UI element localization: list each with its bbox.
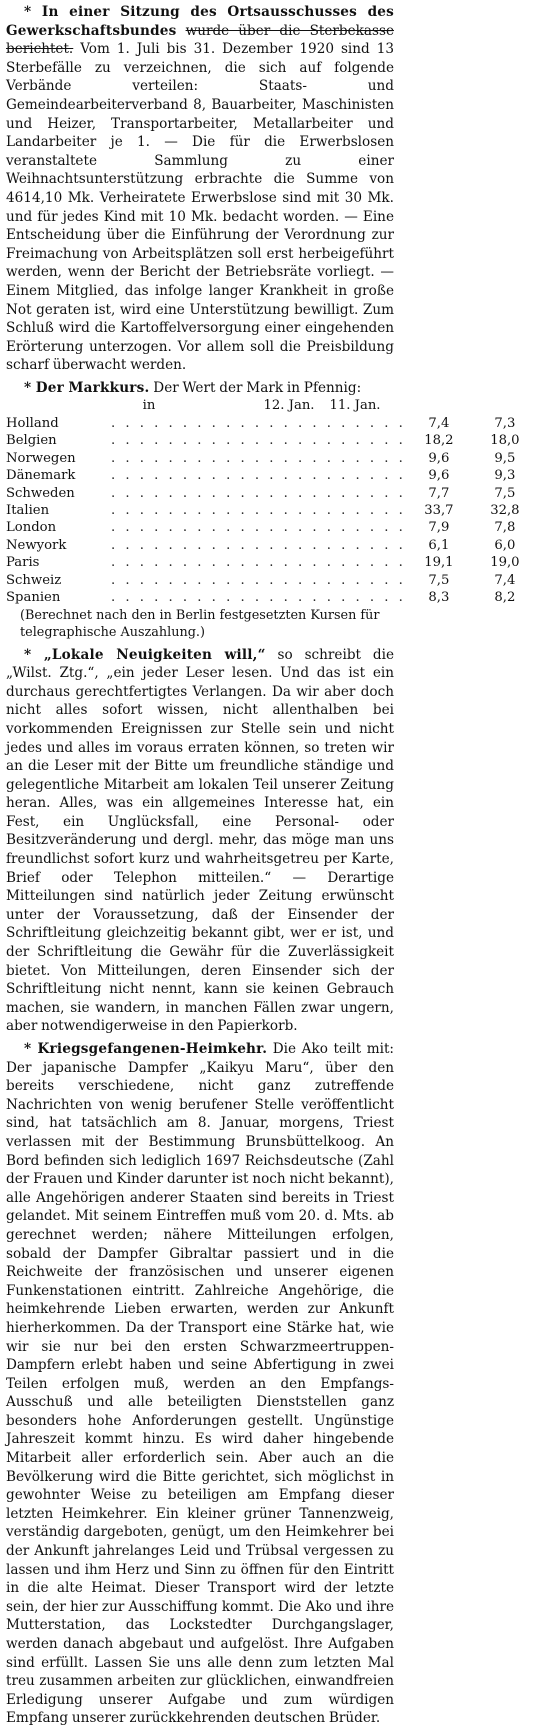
country-name: Holland xyxy=(6,415,59,431)
article-heading: * In einer Sitzung des Ortsausschusses des Gewerkschaftsbundes xyxy=(6,4,394,39)
value-11-jan: 7,8 xyxy=(494,520,516,536)
table-row xyxy=(6,502,520,519)
country-name: Spanien xyxy=(6,589,61,605)
value-11-jan: 6,0 xyxy=(494,537,516,553)
leader-dots: . . . . . . . . . . . . . . . . . . . . . xyxy=(111,502,406,518)
table-row xyxy=(6,467,516,484)
value-12-jan: 9,6 xyxy=(428,450,450,466)
exchange-rate-table xyxy=(6,397,520,606)
country-name: Dänemark xyxy=(6,468,76,484)
article-heading: * Der Markkurs. xyxy=(24,379,150,396)
table-row xyxy=(6,519,516,536)
value-12-jan: 7,4 xyxy=(428,415,450,431)
value-12-jan: 19,1 xyxy=(424,555,454,571)
table-footnote: (Berechnet nach den in Berlin festgesetzten Kursen für telegraphische Auszahlung.) xyxy=(20,608,380,640)
country-name: Schweiz xyxy=(6,572,62,588)
value-12-jan: 7,5 xyxy=(428,572,450,588)
value-11-jan: 7,4 xyxy=(494,572,516,588)
leader-dots: . . . . . . . . . . . . . . . . . . . . . xyxy=(111,485,406,501)
leader-dots: . . . . . . . . . . . . . . . . . . . . . xyxy=(111,537,406,553)
value-11-jan: 7,3 xyxy=(494,415,516,431)
col-header-in: in xyxy=(142,398,156,414)
article-body: Vom 1. Juli bis 31. Dezember 1920 sind 13 Sterbefälle zu verzeichnen, die sich auf folgende Verbände verteilen: Staats- und Gemeindearbeiterverband 8, Bauarbeiter, Maschinisten und Heizer, Transportarbeiter, Metallarbeiter und Landarbeiter je 1. — Die für die Erwerbslosen veranstaltete Sammlung zu einer Weihnachtsunterstützung erbrachte die Summe von 4614,10 Mk. Verheiratete Erwerbslose sind mit 30 Mk. und für jedes Kind mit 10 Mk. bedacht worden. — Eine Entscheidung über die Einführung der Verordnung zur Freimachung von Arbeitsplätzen soll erst herbeigeführt werden, wenn der Bericht der Betriebsräte vorliegt. — Einem Mitglied, das infolge langer Krankheit in große Not geraten ist, wird eine Unterstützung bewilligt. Zum Schluß wird die Kartoffelversorgung einer eingehenden Erörterung unterzogen. Vor allem soll die Preisbildung scharf überwacht werden. xyxy=(6,41,394,374)
article-body: Der Wert der Mark in Pfennig: xyxy=(149,379,362,396)
value-11-jan: 9,5 xyxy=(494,450,516,466)
table-row xyxy=(6,485,516,502)
article-heading: * „Lokale Neuigkeiten will,“ xyxy=(24,646,266,663)
leader-dots: . . . . . . . . . . . . . . . . . . . . . xyxy=(111,433,406,449)
country-name: Italien xyxy=(6,502,50,518)
article-heading: * Kriegsgefangenen-Heimkehr. xyxy=(24,1041,268,1057)
value-11-jan: 8,2 xyxy=(494,589,516,605)
table-row xyxy=(6,450,516,467)
leader-dots: . . . . . . . . . . . . . . . . . . . . . xyxy=(111,572,406,588)
article-body: so schreibt die „Wilst. Ztg.“, „ein jeder Leser lesen. Und das ist ein durchaus gerechtfertigtes Verlangen. Da wir aber doch nicht alles sofort wissen, nicht allenthalben bei vorkommenden Ereignissen zur Stelle sein und nicht jedes und alles im voraus erraten können, so treten wir an die Leser mit der Bitte um freundliche ständige und gelegentliche Mitarbeit am lokalen Teil unserer Zeitung heran. Alles, was ein allgemeines Interesse hat, ein Fest, ein Unglücksfall, eine Personal- oder Besitzveränderung und dergl. mehr, das möge man uns freundlichst sofort kurz und wahrheitsgetreu per Karte, Brief oder Telephon mitteilen.“ — Derartige Mitteilungen sind natürlich jeder Zeitung erwünscht unter der Voraussetzung, daß der Einsender der Schriftleitung gleichzeitig bekannt gibt, wer er ist, und der Schriftleitung die Gewähr für die Zuverlässigkeit bietet. Von Mitteilungen, deren Einsender sich der Schriftleitung nicht nennt, kann sie keinen Gebrauch machen, sie wandern, in manchen Fällen zwar ungern, aber notwendigerweise in den Papierkorb. xyxy=(6,646,394,1035)
country-name: Schweden xyxy=(6,485,75,501)
value-12-jan: 33,7 xyxy=(424,502,454,518)
country-name: Belgien xyxy=(6,433,57,449)
col-header-11-jan: 11. Jan. xyxy=(329,398,381,414)
value-11-jan: 7,5 xyxy=(494,485,516,501)
article-kriegsgefangenen xyxy=(6,1040,394,1728)
article-body: Die Ako teilt mit: Der japanische Dampfer „Kaikyu Maru“, über den bereits verschiedene, nicht ganz zutreffende Nachrichten von wenig berufener Stelle veröffentlicht sind, hat tatsächlich am 8. Januar, morgens, Triest verlassen mit der Bestimmung Brunsbüttelkoog. An Bord befinden sich lediglich 1697 Reichsdeutsche (Zahl der Frauen und Kinder darunter ist noch nicht bekannt), alle Angehörigen anderer Staaten sind bereits in Triest gelandet. Mit seinem Eintreffen muß vom 20. d. Mts. ab gerechnet werden; nähere Mitteilungen erfolgen, sobald der Dampfer Gibraltar passiert und in die Reichweite der französischen und unserer eigenen Funkenstationen eintritt. Zahlreiche Angehörige, die heimkehrende Lieben erwarten, werden zur Ankunft hierherkommen. Da der Transport eine Stärke hat, wie wir sie nur bei den ersten Schwarzmeertruppen-Dampfern erlebt haben und seine Abfertigung in zwei Teilen erfolgen muß, werden an den Empfangs-Ausschuß und alle beteiligten Dienststellen ganz besonders hohe Anforderungen gestellt. Ungünstige Jahreszeit kommt hinzu. Es wird daher hingebende Mitarbeit aller erforderlich sein. Aber auch an die Bevölkerung wird die Bitte gerichtet, sich möglichst in gewohnter Weise zu beteiligen am Empfang dieser letzten Heimkehrer. Ein kleiner grüner Tannenzweig, verständig dargeboten, genügt, um den Heimkehrer bei der Ankunft jahrelanges Leid und Trübsal vergessen zu lassen und ihm Herz und Sinn zu öffnen für den Eintritt in die alte Heimat. Dieser Transport wird der letzte sein, der hier zur Ausschiffung kommt. Die Ako und ihre Mutterstation, das Lockstedter Durchgangslager, werden danach abgebaut und aufgelöst. Ihre Aufgaben sind erfüllt. Lassen Sie uns alle denn zum letzten Mal treu zusammen arbeiten zur glücklichen, einwandfreien Erledigung unserer Aufgabe und zum würdigen Empfang unserer zurückkehrenden deutschen Brüder. xyxy=(6,1041,395,1727)
value-12-jan: 8,3 xyxy=(428,589,450,605)
value-12-jan: 6,1 xyxy=(428,537,450,553)
table-row xyxy=(6,554,520,571)
leader-dots: . . . . . . . . . . . . . . . . . . . . . xyxy=(111,415,406,431)
article-markkurs-intro xyxy=(6,379,394,398)
table-body xyxy=(6,415,520,606)
leader-dots: . . . . . . . . . . . . . . . . . . . . . xyxy=(111,555,406,571)
value-12-jan: 9,6 xyxy=(428,468,450,484)
table-row xyxy=(6,589,516,606)
article-gewerkschaftsbund xyxy=(6,3,394,375)
value-12-jan: 18,2 xyxy=(424,433,454,449)
value-11-jan: 9,3 xyxy=(494,468,516,484)
country-name: Paris xyxy=(6,555,40,571)
table-row xyxy=(6,572,516,589)
value-11-jan: 19,0 xyxy=(490,555,520,571)
country-name: Norwegen xyxy=(6,450,76,466)
leader-dots: . . . . . . . . . . . . . . . . . . . . . xyxy=(111,520,406,536)
leader-dots: . . . . . . . . . . . . . . . . . . . . . xyxy=(111,450,406,466)
value-12-jan: 7,9 xyxy=(428,520,450,536)
struck-line: wurde über die Sterbekasse berichtet. xyxy=(6,22,394,58)
col-header-12-jan: 12. Jan. xyxy=(263,398,315,414)
country-name: London xyxy=(6,520,57,536)
leader-dots: . . . . . . . . . . . . . . . . . . . . . xyxy=(111,468,406,484)
leader-dots: . . . . . . . . . . . . . . . . . . . . . xyxy=(111,589,406,605)
country-name: Newyork xyxy=(6,537,67,553)
value-12-jan: 7,7 xyxy=(428,485,450,501)
table-row xyxy=(6,537,516,554)
table-row xyxy=(6,415,516,432)
value-11-jan: 32,8 xyxy=(490,502,520,518)
value-11-jan: 18,0 xyxy=(490,433,520,449)
article-lokale-neuigkeiten xyxy=(6,646,394,1036)
table-header xyxy=(6,397,394,414)
table-row xyxy=(6,432,520,449)
